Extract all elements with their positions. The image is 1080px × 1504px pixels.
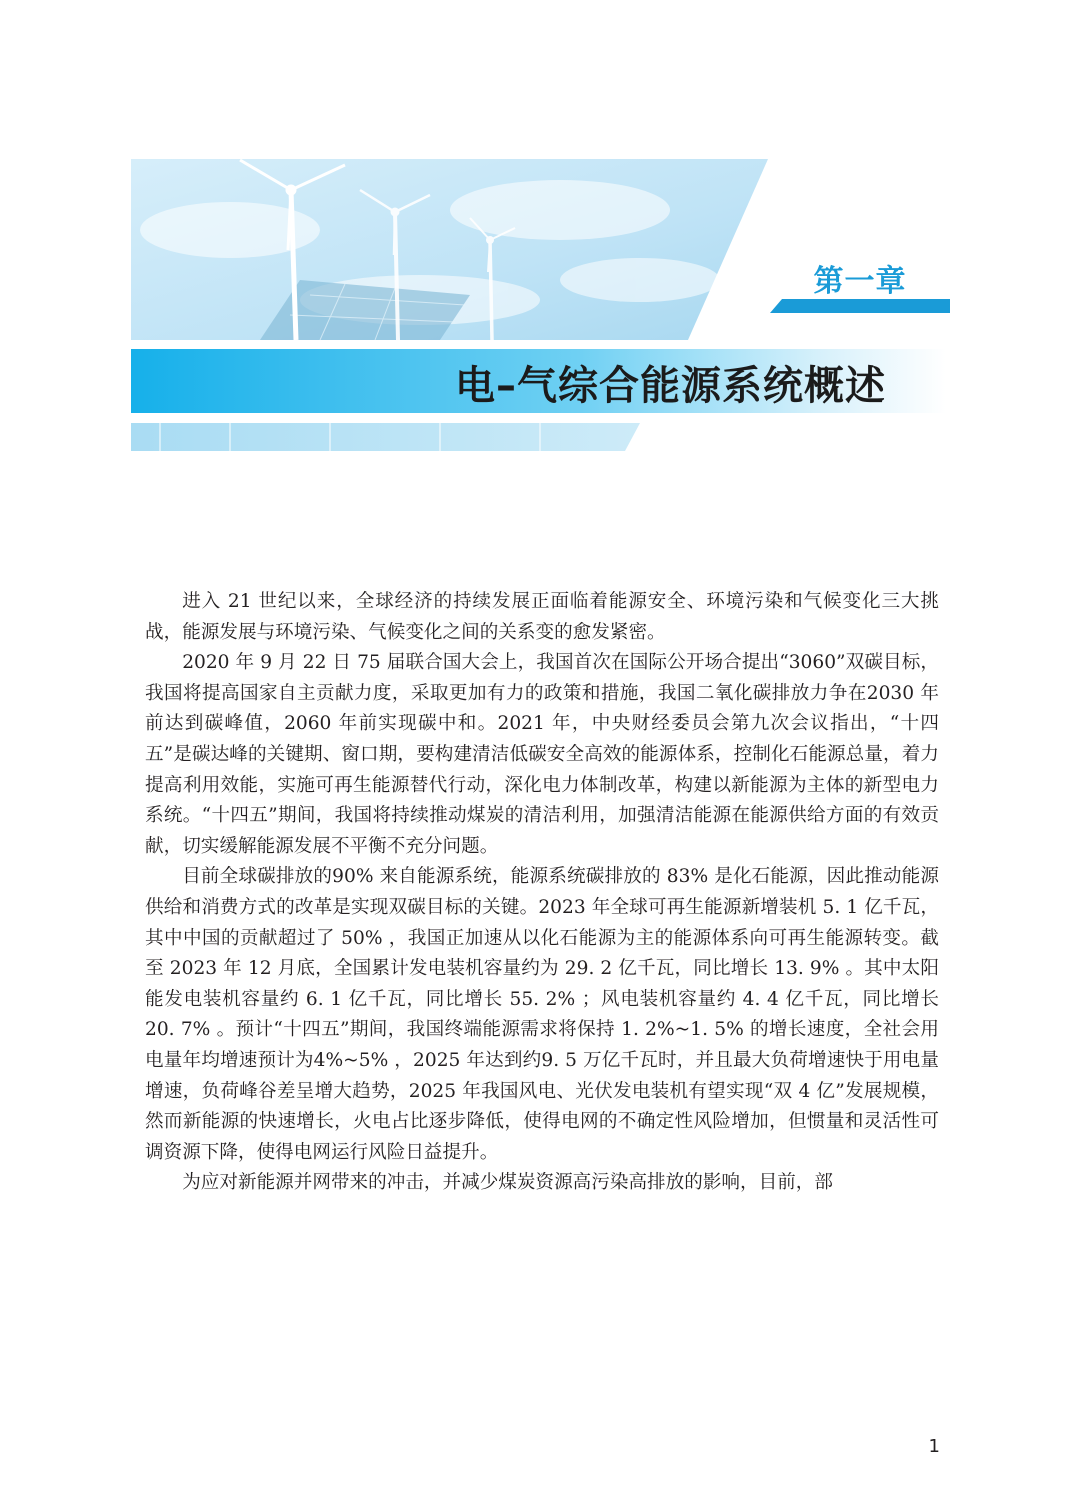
chapter-underline (770, 299, 950, 313)
chapter-number: 第一章 (813, 264, 907, 299)
paragraph: 为应对新能源并网带来的冲击，并减少煤炭资源高污染高排放的影响，目前，部 (182, 1172, 833, 1194)
paragraph: 目前全球碳排放的90% 来自能源系统，能源系统碳排放的 83% 是化石能源，因此推动能源供给和消费方式的改革是实现双碳目标的关键。2023 年全球可再生能源新增装机 5. 1 亿千瓦，其中中国的贡献超过了 50% ，我国正加速从以化石能源为主的能源体系向可再生能源转变。截至 2023 年 12 月底，全国累计发电装机容量约为 29. 2 亿千瓦，同比增长 13. 9% 。其中太阳能发电装机容量约 6. 1 亿千瓦，同比增长 55. 2% ；风电装机容量约 4. 4 亿千瓦，同比增长 20. 7% 。预计“十四五”期间，我国终端能源需求将保持 1. 2%~1. 5% 的增长速度，全社会用电量年均增速预计为4%~5% ，2025 年达到约9. 5 万亿千瓦时，并且最大负荷增速快于用电量增速，负荷峰谷差呈增大趋势，2025 年我国风电、光伏发电装机有望实现“双 4 亿”发展规模，然而新能源的快速增长，火电占比逐步降低，使得电网的不确定性风险增加，但惯量和灵活性可调资源下降，使得电网运行风险日益提升。 (145, 866, 939, 1163)
paragraph: 进入 21 世纪以来，全球经济的持续发展正面临着能源安全、环境污染和气候变化三大挑战，能源发展与环境污染、气候变化之间的关系变的愈发紧密。 (145, 591, 939, 643)
chapter-title: 电–气综合能源系统概述 (455, 363, 886, 409)
page-number: 1 (928, 1436, 940, 1457)
chapter-banner (0, 0, 1080, 470)
bottom-strip (131, 423, 640, 451)
body-text (145, 587, 939, 1199)
paragraph: 2020 年 9 月 22 日 75 届联合国大会上，我国首次在国际公开场合提出“3060”双碳目标，我国将提高国家自主贡献力度，采取更加有力的政策和措施，我国二氧化碳排放力争在2030 年前达到碳峰值，2060 年前实现碳中和。2021 年，中央财经委员会第九次会议指出，“十四五”是碳达峰的关键期、窗口期，要构建清洁低碳安全高效的能源体系，控制化石能源总量，着力提高利用效能，实施可再生能源替代行动，深化电力体制改革，构建以新能源为主体的新型电力系统。“十四五”期间，我国将持续推动煤炭的清洁利用，加强清洁能源在能源供给方面的有效贡献，切实缓解能源发展不平衡不充分问题。 (145, 652, 939, 857)
